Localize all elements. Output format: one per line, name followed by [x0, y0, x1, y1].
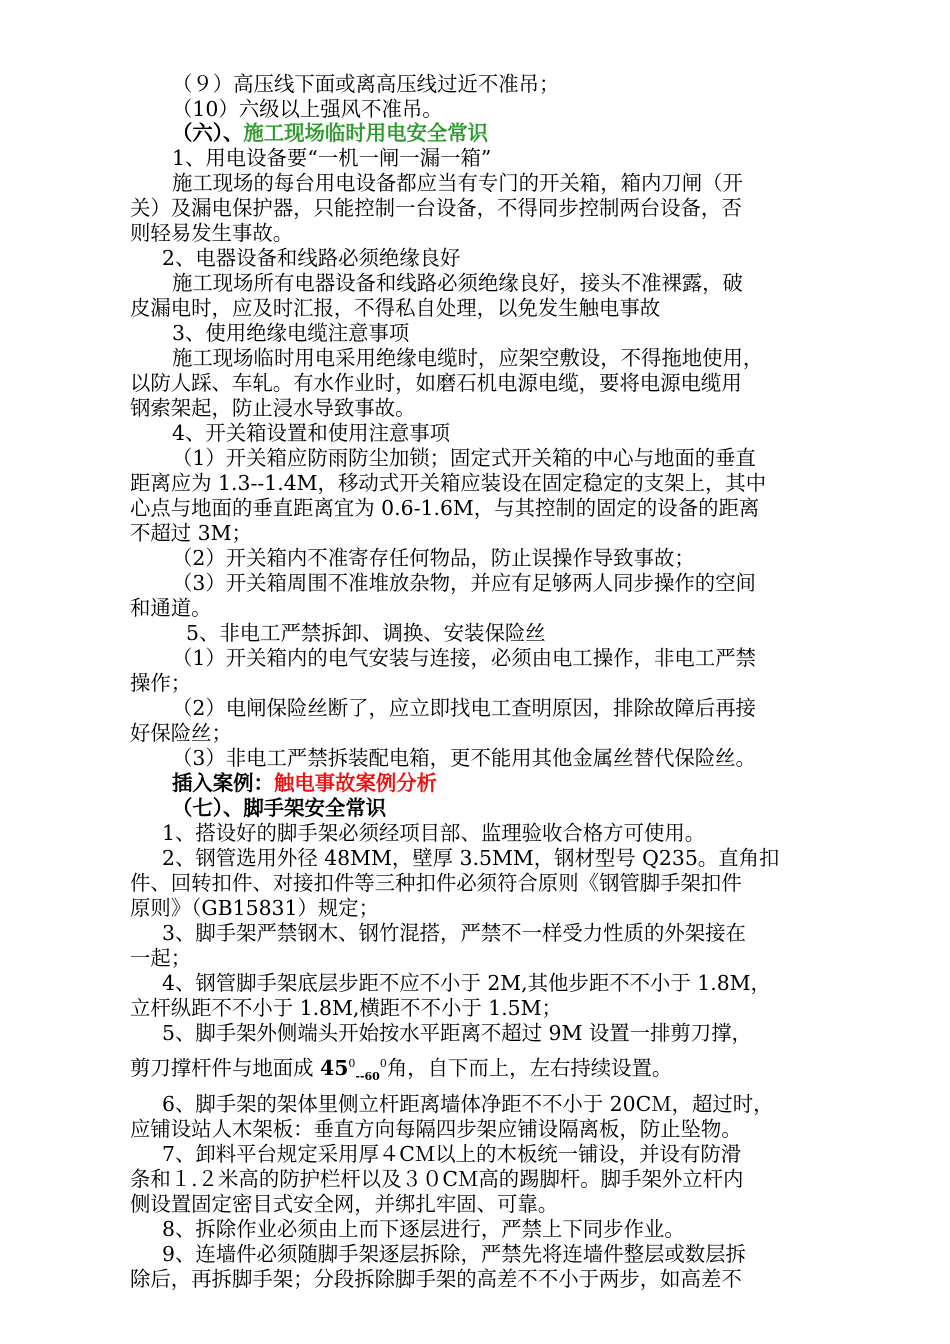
text-line: 一起； — [130, 946, 192, 970]
case-label: 插入案例： — [172, 771, 274, 795]
text-line: 关）及漏电保护器，只能控制一台设备，不得同步控制两台设备，否 — [130, 196, 742, 220]
section-heading-6 — [172, 121, 872, 145]
text-line: 距离应为 1.3--1.4M，移动式开关箱应装设在固定稳定的支架上，其中 — [130, 471, 767, 495]
text-line: 以防人踩、车轧。有水作业时，如磨石机电源电缆，要将电源电缆用 — [130, 371, 742, 395]
subheading: 3、使用绝缘电缆注意事项 — [172, 321, 410, 345]
text-line: （1）开关箱应防雨防尘加锁；固定式开关箱的中心与地面的垂直 — [172, 446, 756, 470]
degree-mark: 0 — [379, 1057, 387, 1071]
text-line: 9、连墙件必须随脚手架逐层拆除，严禁先将连墙件整层或数层拆 — [162, 1242, 746, 1266]
text-line: 立杆纵距不不小于 1.8M,横距不不小于 1.5M； — [130, 996, 562, 1020]
text-line: 3、脚手架严禁钢木、钢竹混搭，严禁不一样受力性质的外架接在 — [162, 921, 746, 945]
section-heading-7: （七）、脚手架安全常识 — [172, 796, 387, 820]
case-title: 触电事故案例分析 — [273, 771, 438, 795]
text-line: （3）开关箱周围不准堆放杂物，并应有足够两人同步操作的空间 — [172, 571, 756, 595]
text-line: 和通道。 — [130, 596, 212, 620]
text-line: （2）电闸保险丝断了，应立即找电工查明原因，排除故障后再接 — [172, 696, 756, 720]
text-line: 7、卸料平台规定采用厚４CＭ以上的木板统一铺设，并设有防滑 — [162, 1142, 742, 1166]
text-line: （2）开关箱内不准寄存任何物品，防止误操作导致事故； — [172, 546, 695, 570]
text-line: 2、钢管选用外径 48MM，壁厚 3.5MM，钢材型号 Q235。直角扣 — [162, 846, 780, 870]
section-title: 施工现场临时用电安全常识 — [243, 121, 489, 145]
text-line: 施工现场所有电器设备和线路必须绝缘良好，接头不准裸露，破 — [172, 271, 743, 295]
angle-line — [130, 1056, 830, 1084]
text-line: 5、脚手架外侧端头开始按水平距离不超过 9M 设置一排剪刀撑， — [162, 1021, 752, 1045]
subheading: 5、非电工严禁拆卸、调换、安装保险丝 — [186, 621, 546, 645]
text-line: 原则》（GB15831）规定； — [130, 896, 380, 920]
text-line: 施工现场临时用电采用绝缘电缆时，应架空敷设，不得拖地使用， — [172, 346, 764, 370]
angle-text-prefix: 剪刀撑杆件与地面成 — [130, 1056, 320, 1080]
degree-mark: 0 — [348, 1057, 356, 1071]
text-line: 件、回转扣件、对接扣件等三种扣件必须符合原则《钢管脚手架扣件 — [130, 871, 742, 895]
subheading: 4、开关箱设置和使用注意事项 — [172, 421, 451, 445]
text-line: 不超过 3M； — [130, 521, 252, 545]
text-line: 6、脚手架的架体里侧立杆距离墙体净距不不小于 20CＭ，超过时， — [162, 1092, 774, 1116]
subheading: 1、用电设备要“一机一闸一漏一箱” — [172, 146, 492, 170]
text-line: 应铺设站人木架板：垂直方向每隔四步架应铺设隔离板，防止坠物。 — [130, 1117, 742, 1141]
text-line: 好保险丝； — [130, 721, 232, 745]
text-line: （９）高压线下面或离高压线过近不准吊； — [172, 72, 560, 96]
angle-range: --60 — [355, 1070, 380, 1084]
text-line: 8、拆除作业必须由上而下逐层进行，严禁上下同步作业。 — [162, 1217, 685, 1241]
case-insert-line — [172, 771, 872, 795]
text-line: 施工现场的每台用电设备都应当有专门的开关箱，箱内刀闸（开 — [172, 171, 743, 195]
text-line: （3）非电工严禁拆装配电箱，更不能用其他金属丝替代保险丝。 — [172, 746, 756, 770]
text-line: （1）开关箱内的电气安装与连接，必须由电工操作，非电工严禁 — [172, 646, 756, 670]
text-line: 皮漏电时，应及时汇报，不得私自处理，以免发生触电事故 — [130, 296, 661, 320]
text-line: 则轻易发生事故。 — [130, 221, 294, 245]
text-line: 除后，再拆脚手架；分段拆除脚手架的高差不不小于两步，如高差不 — [130, 1267, 742, 1291]
text-line: 心点与地面的垂直距离宜为 0.6-1.6M，与其控制的固定的设备的距离 — [130, 496, 760, 520]
section-number: （六）、 — [172, 121, 244, 145]
text-line: （10）六级以上强风不准吊。 — [172, 97, 443, 121]
text-line: 侧设置固定密目式安全网，并绑扎牢固、可靠。 — [130, 1192, 559, 1216]
angle-text-suffix: 角，自下而上，左右持续设置。 — [386, 1056, 673, 1080]
subheading: 2、电器设备和线路必须绝缘良好 — [162, 246, 461, 270]
text-line: 钢索架起，防止浸水导致事故。 — [130, 396, 416, 420]
text-line: 操作； — [130, 671, 192, 695]
text-line: 4、钢管脚手架底层步距不应不小于 2M,其他步距不不小于 1.8M， — [162, 971, 771, 995]
angle-start: 45 — [320, 1056, 349, 1080]
text-line: 1、搭设好的脚手架必须经项目部、监理验收合格方可使用。 — [162, 821, 706, 845]
text-line: 条和１.２米高的防护栏杆以及３０CＭ高的踢脚杆。脚手架外立杆内 — [130, 1167, 744, 1191]
